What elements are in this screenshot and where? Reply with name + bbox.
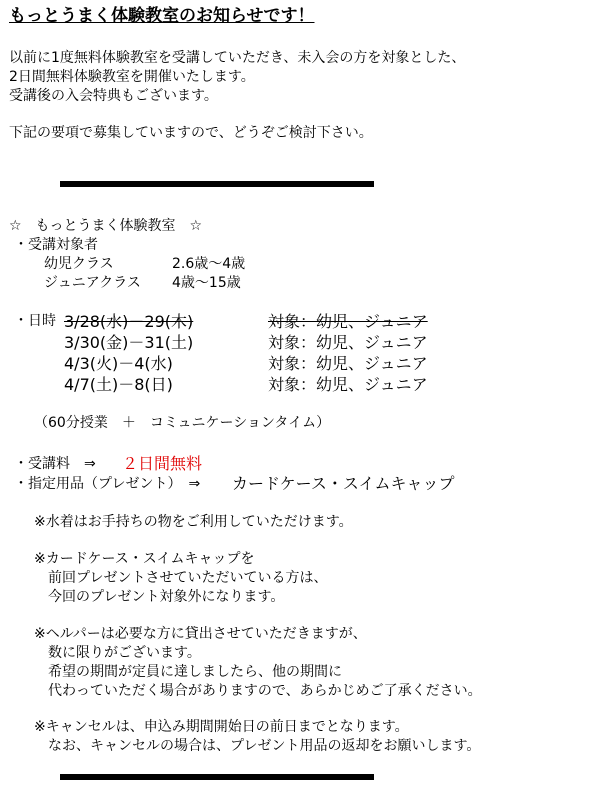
schedule-target: 対象：幼児、ジュニア — [268, 333, 428, 352]
schedule-label: ・日時 — [14, 313, 56, 329]
note-line: ※ヘルパーは必要な方に貸出させていただきますが、 — [34, 626, 367, 642]
note-line: ※カードケース・スイムキャップを — [34, 551, 255, 567]
schedule-dates: 3/30(金)－31(土) — [64, 333, 194, 352]
note-line: 数に限りがございます。 — [34, 645, 201, 661]
fee-value: ２日間無料 — [122, 454, 203, 473]
class-ages: 4歳～15歳 — [172, 275, 241, 291]
fee-label: ・受講料 ⇒ — [14, 456, 96, 472]
items-label: ・指定用品（プレゼント） ⇒ — [14, 476, 201, 492]
schedule-target: 対象：幼児、ジュニア — [268, 375, 428, 394]
class-ages: 2.6歳～4歳 — [172, 256, 246, 272]
note-line: 今回のプレゼント対象外になります。 — [34, 589, 285, 605]
schedule-dates-cancelled: 3/28(水)－29(木) — [64, 312, 194, 331]
schedule-target-cancelled: 対象：幼児、ジュニア — [268, 312, 428, 331]
target-heading: ・受講対象者 — [14, 237, 98, 253]
note-line: ※水着はお手持ちの物をご利用していただけます。 — [34, 514, 353, 530]
schedule-dates: 4/7(土)－8(日) — [64, 375, 173, 394]
class-name: 幼児クラス — [44, 256, 114, 272]
divider-top — [60, 181, 374, 187]
class-name: ジュニアクラス — [44, 275, 141, 291]
note-line: 前回プレゼントさせていただいている方は、 — [34, 570, 328, 586]
items-value: カードケース・スイムキャップ — [232, 474, 455, 493]
note-line: ※キャンセルは、申込み期間開始日の前日までとなります。 — [34, 719, 409, 735]
page-title: もっとうまく体験教室のお知らせです！ — [9, 6, 315, 26]
note-line: 希望の期間が定員に達しましたら、他の期間に — [34, 664, 342, 680]
intro-line-1: 以前に1度無料体験教室を受講していただき、未入会の方を対象とした、 — [9, 50, 466, 66]
schedule-note: （60分授業 ＋ コミュニケーションタイム） — [34, 415, 331, 431]
note-line: なお、キャンセルの場合は、プレゼント用品の返却をお願いします。 — [34, 738, 481, 754]
note-line: 代わっていただく場合がありますので、あらかじめご了承ください。 — [34, 683, 482, 699]
divider-bottom — [60, 774, 374, 780]
invite-text: 下記の要項で募集していますので、どうぞご検討下さい。 — [9, 125, 373, 141]
intro-line-2: 2日間無料体験教室を開催いたします。 — [9, 69, 255, 85]
schedule-dates: 4/3(火)－4(水) — [64, 354, 173, 373]
section-title: ☆ もっとうまく体験教室 ☆ — [9, 218, 203, 234]
intro-line-3: 受講後の入会特典もございます。 — [9, 88, 218, 104]
schedule-target: 対象：幼児、ジュニア — [268, 354, 428, 373]
